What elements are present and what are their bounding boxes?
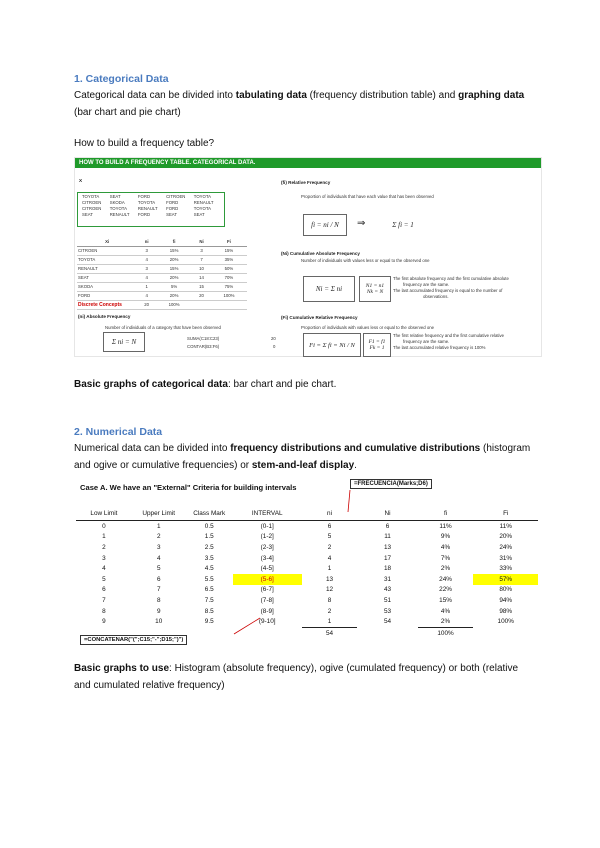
raw-data-cell: FORD [166, 200, 179, 205]
cum-rel-formula: Fi = Σ fi = Ni / N [303, 333, 361, 357]
freq-cell: SKODA [77, 283, 137, 292]
interval-header-cell: Fi [473, 506, 538, 521]
interval-cell: 4 [327, 554, 332, 562]
interval-cell: 4.5 [204, 565, 214, 573]
interval-cell: 51 [383, 596, 392, 604]
interval-cell: 0 [102, 522, 106, 530]
freq-cell: CITROEN [77, 247, 137, 256]
freq-row [77, 283, 247, 292]
interval-header-cell: INTERVAL [233, 506, 302, 521]
freq-cell: 20% [156, 274, 192, 283]
section-heading-categorical: 1. Categorical Data [74, 73, 169, 85]
interval-cell: 22% [439, 586, 452, 594]
interval-header-cell: Class Mark [186, 506, 233, 521]
interval-frequency-figure [74, 474, 540, 654]
cum-rel-notes: The first relative frequency and the first cumulative relative frequency are the same. The last accumulated relative frequency is 100% [393, 333, 505, 350]
raw-data-cell: SEAT [193, 212, 205, 217]
interval-case-title: Case A. We have an "External" Criteria for building intervals [80, 483, 297, 492]
freq-header-cell: Fi [211, 238, 247, 247]
interval-cell: 3 [102, 554, 106, 562]
freq-cell: 50% [211, 265, 247, 274]
raw-data-box [77, 192, 225, 227]
interval-cell: 2 [327, 543, 332, 551]
interval-cell: (6-7] [260, 586, 274, 594]
interval-cell: (0-1] [260, 522, 274, 530]
interval-cell: 2.5 [204, 543, 214, 551]
abs-sum-val: 20 [271, 336, 276, 341]
raw-data-cell: TOYOTA [82, 194, 100, 199]
freq-cell: 4 [137, 292, 156, 301]
freq-cell: FORD [77, 292, 137, 301]
interval-total-cell [357, 627, 417, 638]
interval-cell: 17 [383, 554, 392, 562]
interval-cell: 6 [327, 522, 332, 530]
interval-cell: 4 [102, 565, 106, 573]
interval-cell: 7.5 [204, 596, 214, 604]
interval-cell: 5 [102, 575, 106, 583]
raw-data-cell: CITROEN [82, 200, 102, 205]
interval-cell: (2-3] [260, 543, 274, 551]
raw-data-cell: SKODA [109, 200, 125, 205]
interval-cell: 9.5 [204, 618, 214, 626]
interval-cell: 8.5 [204, 607, 214, 615]
freq-cell: 3 [137, 247, 156, 256]
freq-row [77, 274, 247, 283]
freq-cell: 15% [156, 265, 192, 274]
cum-abs-notes: The first absolute frequency and the first cumulative absolute frequency are the same. The last accumulated frequency is equal to the number of observations. [393, 276, 509, 299]
frequency-table-question: How to build a frequency table? [74, 138, 215, 149]
interval-cell: 1 [327, 618, 332, 626]
raw-data-cell: TOYOTA [193, 194, 212, 199]
interval-cell: 7 [102, 596, 106, 604]
raw-data-cell: FORD [137, 212, 151, 217]
interval-cell: 9 [156, 607, 161, 615]
interval-cell: 11 [384, 533, 391, 541]
interval-cell: 1 [327, 565, 332, 573]
interval-cell: 98% [499, 607, 513, 615]
raw-data-cell: TOYOTA [137, 200, 156, 205]
interval-cell: 3.5 [204, 554, 214, 562]
rel-freq-title: (fi) Relative Frequency [281, 180, 331, 185]
freq-header-cell: Ni [192, 238, 211, 247]
cum-abs-title: (Ni) Cumulative Absolute Frequency [281, 251, 360, 256]
interval-row [76, 606, 538, 617]
freq-cell: 3 [137, 265, 156, 274]
interval-cell: 54 [383, 618, 392, 626]
freq-row [77, 292, 247, 301]
freq-cell: 20% [156, 256, 192, 265]
interval-cell: 6.5 [204, 586, 214, 594]
raw-data-cell: SEAT [166, 212, 177, 217]
interval-row [76, 542, 538, 553]
interval-header-cell: Upper Limit [132, 506, 186, 521]
interval-cell: 1 [156, 522, 161, 530]
interval-cell: 7 [156, 586, 161, 594]
interval-cell: 13 [325, 575, 334, 583]
interval-cell: 9% [440, 533, 451, 541]
numerical-basic-graphs: Basic graphs to use: Histogram (absolute frequency), ogive (cumulated frequency) or both (relative and cumulated relative frequency) [74, 663, 519, 691]
freq-cell: 10 [192, 265, 211, 274]
freq-cell [211, 301, 247, 310]
interval-cell: (5-6] [233, 574, 302, 585]
interval-cell: 9 [102, 618, 106, 626]
interval-cell: (8-9] [260, 607, 274, 615]
frequency-table-figure [74, 157, 542, 357]
freq-cell: 4 [137, 256, 156, 265]
interval-cell: 43 [383, 586, 392, 594]
cum-rel-side-formula: F1 = f1 Fk = 1 [363, 333, 391, 357]
interval-cell: 80% [499, 586, 513, 594]
interval-frequency-table [76, 506, 538, 639]
raw-data-cell: TOYOTA [193, 206, 212, 211]
figure-banner: HOW TO BUILD A FREQUENCY TABLE. CATEGORICAL DATA. [75, 158, 541, 168]
raw-data-cell: SEAT [109, 194, 121, 199]
interval-cell: 12 [325, 586, 334, 594]
abs-count-val: 0 [273, 344, 276, 349]
interval-cell: 5 [156, 565, 161, 573]
interval-cell: 15% [439, 596, 452, 604]
freq-cell: SEAT [77, 274, 137, 283]
interval-cell: 3 [156, 543, 161, 551]
freq-cell: 20% [156, 292, 192, 301]
interval-header-cell: ni [302, 506, 358, 521]
interval-header-cell: fi [418, 506, 474, 521]
frecuencia-formula-tag: =FRECUENCIA(Marks;D6) [350, 479, 432, 489]
interval-cell: (7-8] [260, 596, 274, 604]
rel-freq-formula: fi = ni / N [303, 214, 347, 236]
categorical-intro: Categorical data can be divided into tabulating data (frequency distribution table) and graphing data (bar chart and pie chart) [74, 90, 525, 118]
freq-cell: 15% [211, 247, 247, 256]
rel-freq-sum: Σ fi = 1 [379, 214, 427, 236]
abs-freq-desc: Number of individuals of a category that have been observed [105, 325, 221, 330]
interval-cell: 13 [383, 543, 392, 551]
interval-cell: 8 [327, 596, 332, 604]
interval-cell: 1.5 [204, 533, 214, 541]
interval-cell: 4% [440, 607, 451, 615]
interval-total-cell [233, 627, 302, 638]
freq-cell [192, 301, 211, 310]
interval-cell: 6 [385, 522, 390, 530]
raw-data-cell: RENAULT [193, 200, 214, 205]
interval-cell: 5 [327, 533, 332, 541]
freq-cell: 1 [137, 283, 156, 292]
interval-cell: 4% [440, 543, 451, 551]
freq-cell: 70% [211, 274, 247, 283]
raw-data-cell: FORD [137, 194, 151, 199]
interval-row [76, 532, 538, 543]
interval-header-cell: Low Limit [76, 506, 132, 521]
interval-cell: (4-5] [260, 565, 274, 573]
interval-cell: 2 [102, 543, 106, 551]
freq-cell: 20 [192, 292, 211, 301]
raw-data-cell: SEAT [82, 212, 93, 217]
cum-abs-desc: Number of individuals with values less or equal to the observed one [301, 258, 430, 263]
category-frequency-table [77, 238, 247, 310]
freq-header-cell: fi [156, 238, 192, 247]
interval-cell: 2 [156, 533, 161, 541]
raw-data-cell: TOYOTA [109, 206, 127, 211]
interval-cell: 0.5 [204, 522, 214, 530]
interval-cell: 2 [327, 607, 332, 615]
numerical-intro: Numerical data can be divided into frequency distributions and cumulative distributions (histogram and ogive or cumulative frequencies) or stem-and-leaf display. [74, 443, 531, 471]
freq-cell: 15% [156, 247, 192, 256]
freq-cell: 4 [137, 274, 156, 283]
interval-total-cell: 54 [302, 627, 358, 638]
freq-cell: 7 [192, 256, 211, 265]
interval-cell: 11% [439, 522, 452, 530]
interval-cell: 18 [383, 565, 392, 573]
freq-cell: RENAULT [77, 265, 137, 274]
section-heading-numerical: 2. Numerical Data [74, 426, 163, 438]
raw-data-cell: FORD [166, 206, 179, 211]
raw-data-cell: CITROEN [82, 206, 102, 211]
freq-cell: 15 [192, 283, 211, 292]
interval-row [76, 553, 538, 564]
interval-cell: 24% [439, 575, 452, 583]
interval-cell: 24% [499, 543, 513, 551]
interval-cell: 53 [383, 607, 392, 615]
interval-cell: 4 [156, 554, 161, 562]
abs-count-ref: CONTAR(B3:F6) [187, 344, 220, 349]
raw-data-cell: RENAULT [109, 212, 130, 217]
interval-row [76, 563, 538, 574]
interval-cell: 10 [155, 618, 163, 626]
interval-cell: 2% [440, 565, 451, 573]
interval-cell: 57% [473, 574, 538, 585]
concatenar-formula-tag: =CONCATENAR("(";C15;"-";D15;")") [80, 635, 187, 645]
interval-cell: (1-2] [260, 533, 274, 541]
freq-cell: TOYOTA [77, 256, 137, 265]
freq-cell: 100% [211, 292, 247, 301]
interval-header-cell: Ni [357, 506, 417, 521]
interval-total-cell [473, 627, 538, 638]
interval-cell: 20% [499, 533, 513, 541]
abs-freq-formula: Σ ni = N [103, 332, 145, 352]
freq-header-row [77, 238, 247, 247]
interval-cell: 33% [499, 565, 513, 573]
interval-total-cell [186, 627, 233, 638]
interval-cell: 1 [102, 533, 106, 541]
raw-data-row [80, 212, 220, 218]
interval-cell: 6 [156, 575, 161, 583]
interval-cell: 31 [383, 575, 392, 583]
interval-cell: 100% [497, 618, 514, 626]
interval-cell: 11% [499, 522, 512, 530]
interval-cell: (3-4] [260, 554, 274, 562]
interval-cell: 31% [499, 554, 513, 562]
freq-cell: 35% [211, 256, 247, 265]
freq-cell: 20 [137, 301, 156, 310]
interval-cell: 8 [102, 607, 106, 615]
interval-row [76, 574, 538, 585]
abs-freq-title: (ni) Absolute Frequency [78, 314, 131, 319]
freq-cell: 75% [211, 283, 247, 292]
freq-cell: 14 [192, 274, 211, 283]
cum-abs-formula: Ni = Σ ni [303, 276, 355, 302]
interval-cell: 2% [440, 618, 451, 626]
abs-sum-ref: SUMA(C18:C23) [187, 336, 220, 341]
interval-cell: 6 [102, 586, 106, 594]
interval-header-row [76, 506, 538, 521]
raw-data-label: X [79, 178, 83, 183]
interval-cell: (9-10] [258, 618, 276, 626]
freq-cell: 3 [192, 247, 211, 256]
freq-header-cell: Xi [77, 238, 137, 247]
interval-cell: 8 [156, 596, 161, 604]
cum-rel-desc: Proportion of individuals with values less or equal to the observed one [301, 325, 435, 330]
interval-cell: 94% [499, 596, 513, 604]
interval-cell: 7% [440, 554, 451, 562]
categorical-basic-graphs: Basic graphs of categorical data: bar chart and pie chart. [74, 379, 337, 390]
rel-freq-desc: Proportion of individuals that have each value that has been observed [301, 194, 434, 199]
raw-data-table [80, 194, 220, 218]
freq-row [77, 256, 247, 265]
freq-row [77, 247, 247, 256]
raw-data-cell: RENAULT [137, 206, 158, 211]
freq-header-cell: ni [137, 238, 156, 247]
freq-cell: 100% [156, 301, 192, 310]
interval-row [76, 585, 538, 596]
cum-rel-title: (Fi) Cumulative Relative Frequency [281, 315, 358, 320]
freq-cell: 5% [156, 283, 192, 292]
interval-total-cell: 100% [418, 627, 474, 638]
interval-row [76, 595, 538, 606]
implies-arrow: ⇒ [357, 218, 366, 229]
interval-row [76, 616, 538, 627]
raw-data-cell: CITROEN [166, 194, 186, 199]
cum-abs-side-formula: N1 = n1 Nk = N [359, 276, 391, 302]
discrete-concepts-label: Discrete Concepts [78, 302, 122, 308]
interval-row [76, 521, 538, 532]
freq-row [77, 265, 247, 274]
interval-cell: 5.5 [204, 575, 214, 583]
